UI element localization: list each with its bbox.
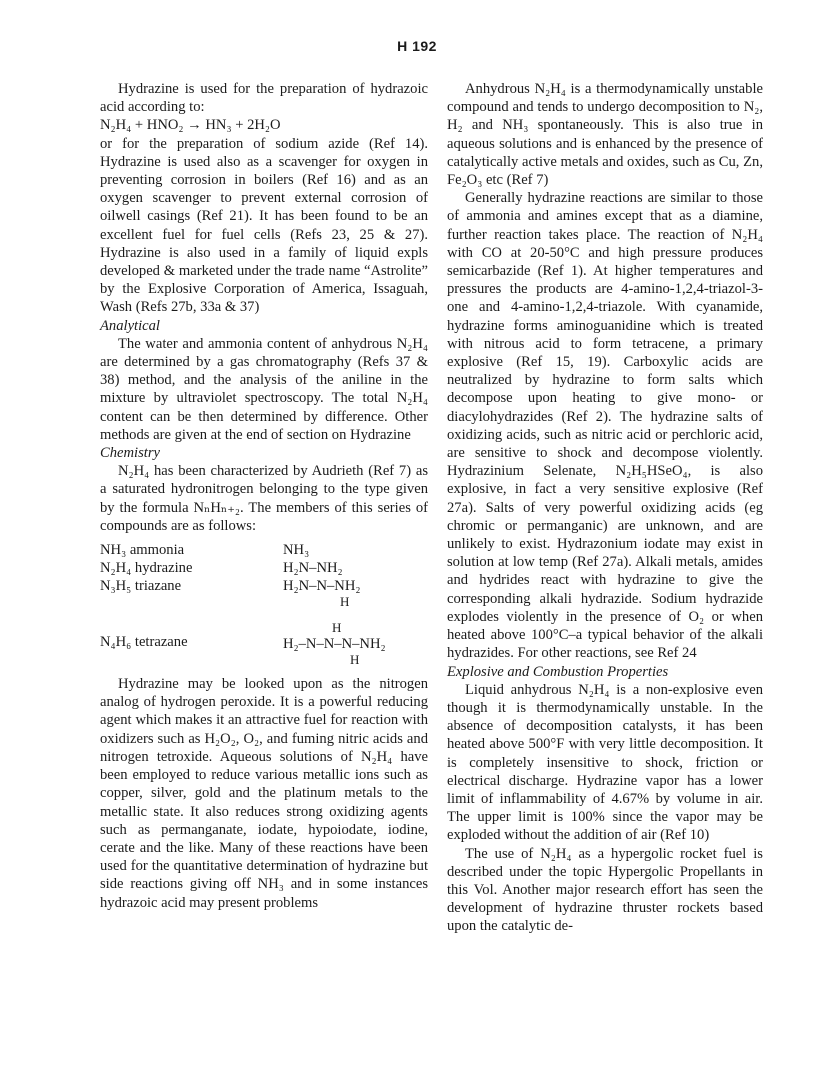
paragraph-chemistry: N₂H₄ has been characterized by Audrieth (Ref 7) as a saturated hydronitrogen belonging to the type given by the formula NₙHₙ₊₂. The members of this series of compounds are as follows: — [100, 463, 428, 534]
heading-chemistry: Chemistry — [100, 445, 160, 462]
hydronitrogen-series — [100, 539, 428, 675]
series-substituent: H — [350, 652, 360, 668]
series-name: N₂H₄ hydrazine — [100, 560, 193, 577]
paragraph-hydrazoic: Hydrazine is used for the preparation of hydrazoic acid according to: — [100, 81, 428, 116]
right-column — [447, 80, 763, 936]
paragraph-decomposition: Anhydrous N₂H₄ is a thermodynamically unstable compound and tends to undergo decomposition to N₂, H₂ and NH₃ spontaneously. This is also true in aqueous solutions and is enhanced by the presence of catalytically active metals and oxides, such as Cu, Zn, Fe₂O₃ etc (Ref 7) — [447, 81, 763, 189]
series-substituent: H — [340, 594, 350, 610]
heading-explosive: Explosive and Combustion Properties — [447, 663, 669, 680]
series-formula: H₂–N–N–N–NH₂ — [283, 636, 386, 653]
paragraph-rocket-fuel: The use of N₂H₄ as a hypergolic rocket fuel is described under the topic Hypergolic Propellants in this Vol. Another major research effort has seen the development of hydrazine thruster rockets based upon the catalytic de- — [447, 845, 763, 935]
paragraph-analytical: The water and ammonia content of anhydrous N₂H₄ are determined by a gas chromatography (Refs 37 & 38) method, and the analysis of the aniline in the mixture by ultraviolet spectroscopy. The total N₂H₄ content can be then determined by difference. Other methods are given at the end of section on Hydrazine — [100, 335, 428, 443]
series-name: N₄H₆ tetrazane — [100, 634, 188, 651]
series-substituent: H — [332, 620, 342, 636]
series-formula: NH₃ — [283, 542, 310, 559]
page-header: H 192 — [397, 38, 437, 54]
series-name: NH₃ ammonia — [100, 542, 185, 559]
paragraph-reactions: Generally hydrazine reactions are similar to those of ammonia and amines except that as a diamine, further reaction takes place. The reaction of N₂H₄ with CO at 20-50°C and high pressure produces semicarbazide (Ref 1). At higher temperatures and pressures the products are 4-amino-1,2,4-triazol-3-one and 4-amino-1,2,4-triazole. With cyanamide, hydrazine forms aminoguanidine which is treated with nitrous acid to form tetracene, a primary explosive (Ref 15, 19). Carboxylic acids are neutralized by hydrazine to form salts which decompose upon heating to give mono- or diacylohydrazides (Ref 2). The hydrazine salts of oxidizing acids, such as nitric acid or perchloric acid, are sensitive to shock and decompose violently. Hydrazinium Selenate, N₂H₅HSeO₄, is also explosive, in fact a very sensitive explosive (Ref 27a). Salts of very powerful oxidizing acids (eg chromic or permanganic) are unknown, and are unlikely to exist. Hydrazonium iodate may exist in solution at low temp (Ref 27a). Alkali metals, amides and hydrides react with hydrazine to give the corresponding alkali hydrazide. Sodium hydrazide explodes violently in the presence of O₂ or when heated above 100°C–a typical behavior of the alkali hydrazides. For other reactions, see Ref 24 — [447, 190, 763, 662]
heading-analytical: Analytical — [100, 317, 160, 334]
series-formula: H₂N–N–NH₂ — [283, 578, 361, 595]
paragraph-uses: or for the preparation of sodium azide (Ref 14). Hydrazine is used also as a scavenger for oxygen in preventing corrosion in boilers (Ref 16) and as an oxygen scavenger to prevent external corrosion of oilwell casings (Ref 21). It has been found to be an excellent fuel for fuel cells (Refs 23, 25 & 27). Hydrazine is also used in a family of liquid expls developed & marketed under the trade name “Astrolite” by the Explosive Corporation of America, Issaguah, Wash (Refs 27b, 33a & 37) — [100, 135, 428, 316]
series-name: N₃H₅ triazane — [100, 578, 182, 595]
equation: N₂H₄ + HNO₂ → HN₃ + 2H₂O — [100, 117, 281, 134]
paragraph-nitrogen-analog: Hydrazine may be looked upon as the nitrogen analog of hydrogen peroxide. It is a powerful reducing agent which makes it an attractive fuel for reaction with oxidizers such as H₂O₂, O₂, and fuming nitric acids and nitrogen tetroxide. Aqueous solutions of N₂H₄ have been employed to reduce various metallic ions such as copper, silver, gold and the platinum metals to the metallic state. It also reduces strong oxidizing agents such as permanganate, iodate, hypoiodate, iodine, cerate and the like. Many of these reactions have been used for the quantitative determination of hydrazine but side reactions giving off NH₃ and in some instances hydrazoic acid may present problems — [100, 676, 428, 911]
paragraph-explosive: Liquid anhydrous N₂H₄ is a non-explosive even though it is thermodynamically unstable. In the absence of decomposition catalysts, it has been heated above 500°F with very little decomposition. It is completely insensitive to shock, friction or electrical discharge. Hydrazine vapor has a lower limit of inflammability of 4.67% by volume in air. The upper limit is 100% since the vapor may be exploded without the addition of air (Ref 10) — [447, 681, 763, 844]
left-column — [100, 80, 428, 912]
series-formula: H₂N–NH₂ — [283, 560, 343, 577]
